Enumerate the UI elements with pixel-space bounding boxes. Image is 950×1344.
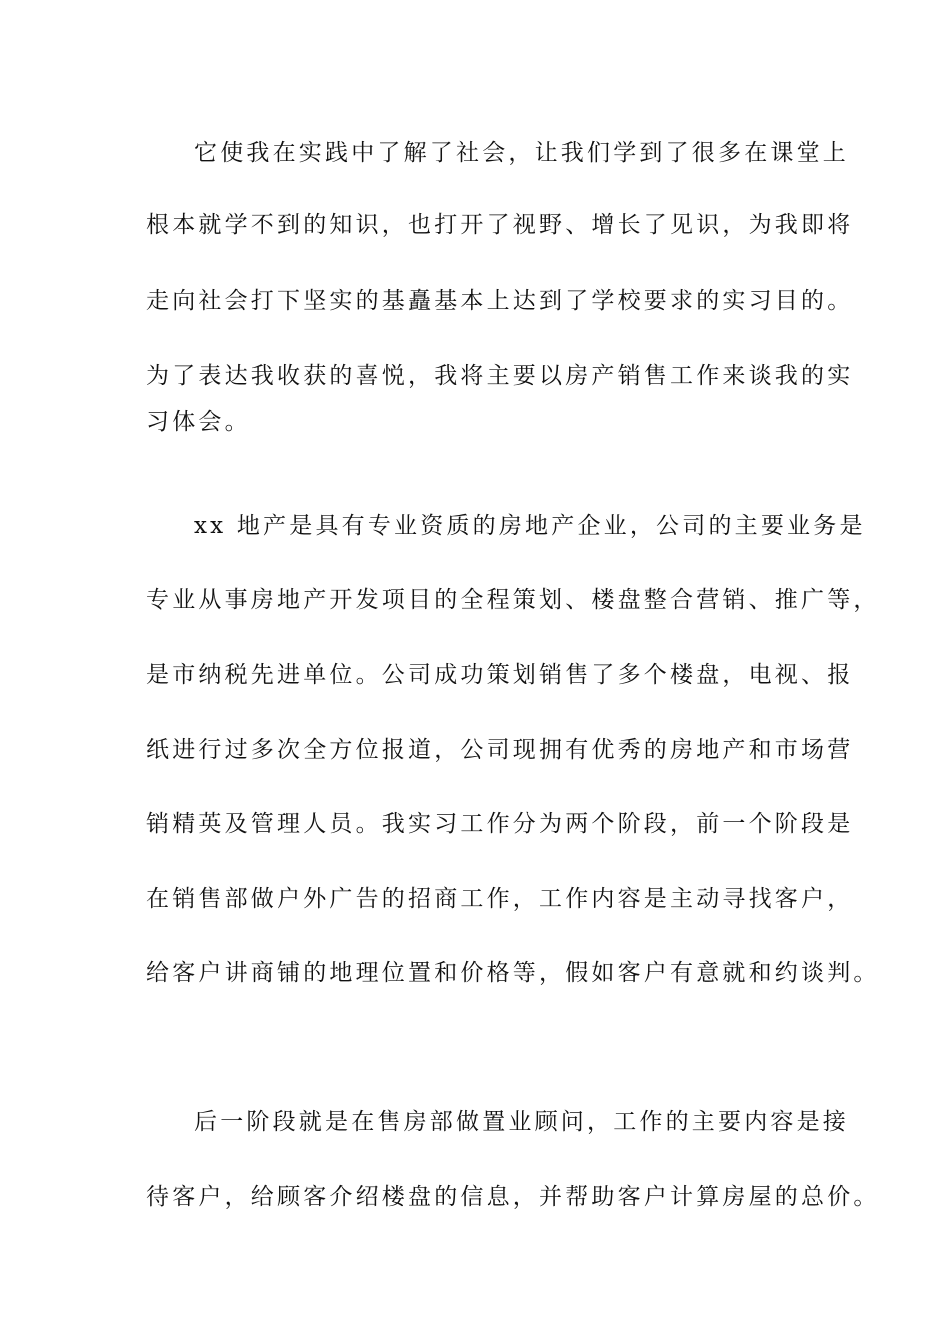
paragraph-2-line-2: 专业从事房地产开发项目的全程策划、楼盘整合营销、推广等， <box>146 587 880 613</box>
paragraph-1-line-4: 为了表达我收获的喜悦，我将主要以房产销售工作来谈我的实 <box>146 363 854 389</box>
paragraph-2-line-6: 在销售部做户外广告的招商工作，工作内容是主动寻找客户， <box>146 886 854 912</box>
paragraph-2-line-3: 是市纳税先进单位。公司成功策划销售了多个楼盘，电视、报 <box>146 662 854 688</box>
paragraph-2-line-5: 销精英及管理人员。我实习工作分为两个阶段，前一个阶段是 <box>146 811 854 837</box>
paragraph-1-line-5: 习体会。 <box>146 409 251 435</box>
paragraph-1-line-3: 走向社会打下坚实的基矗基本上达到了学校要求的实习目的。 <box>146 288 854 314</box>
paragraph-2-line-7: 给客户讲商铺的地理位置和价格等，假如客户有意就和约谈判。 <box>146 960 880 986</box>
paragraph-2-line-1: xx 地产是具有专业资质的房地产企业，公司的主要业务是 <box>194 513 866 539</box>
paragraph-3-line-2: 待客户，给顾客介绍楼盘的信息，并帮助客户计算房屋的总价。 <box>146 1184 880 1210</box>
paragraph-1-line-2: 根本就学不到的知识，也打开了视野、增长了见识，为我即将 <box>146 212 854 238</box>
paragraph-1-line-1: 它使我在实践中了解了社会，让我们学到了很多在课堂上 <box>194 140 849 166</box>
paragraph-3-line-1: 后一阶段就是在售房部做置业顾问，工作的主要内容是接 <box>194 1109 849 1135</box>
paragraph-2-line-4: 纸进行过多次全方位报道，公司现拥有优秀的房地产和市场营 <box>146 737 854 763</box>
